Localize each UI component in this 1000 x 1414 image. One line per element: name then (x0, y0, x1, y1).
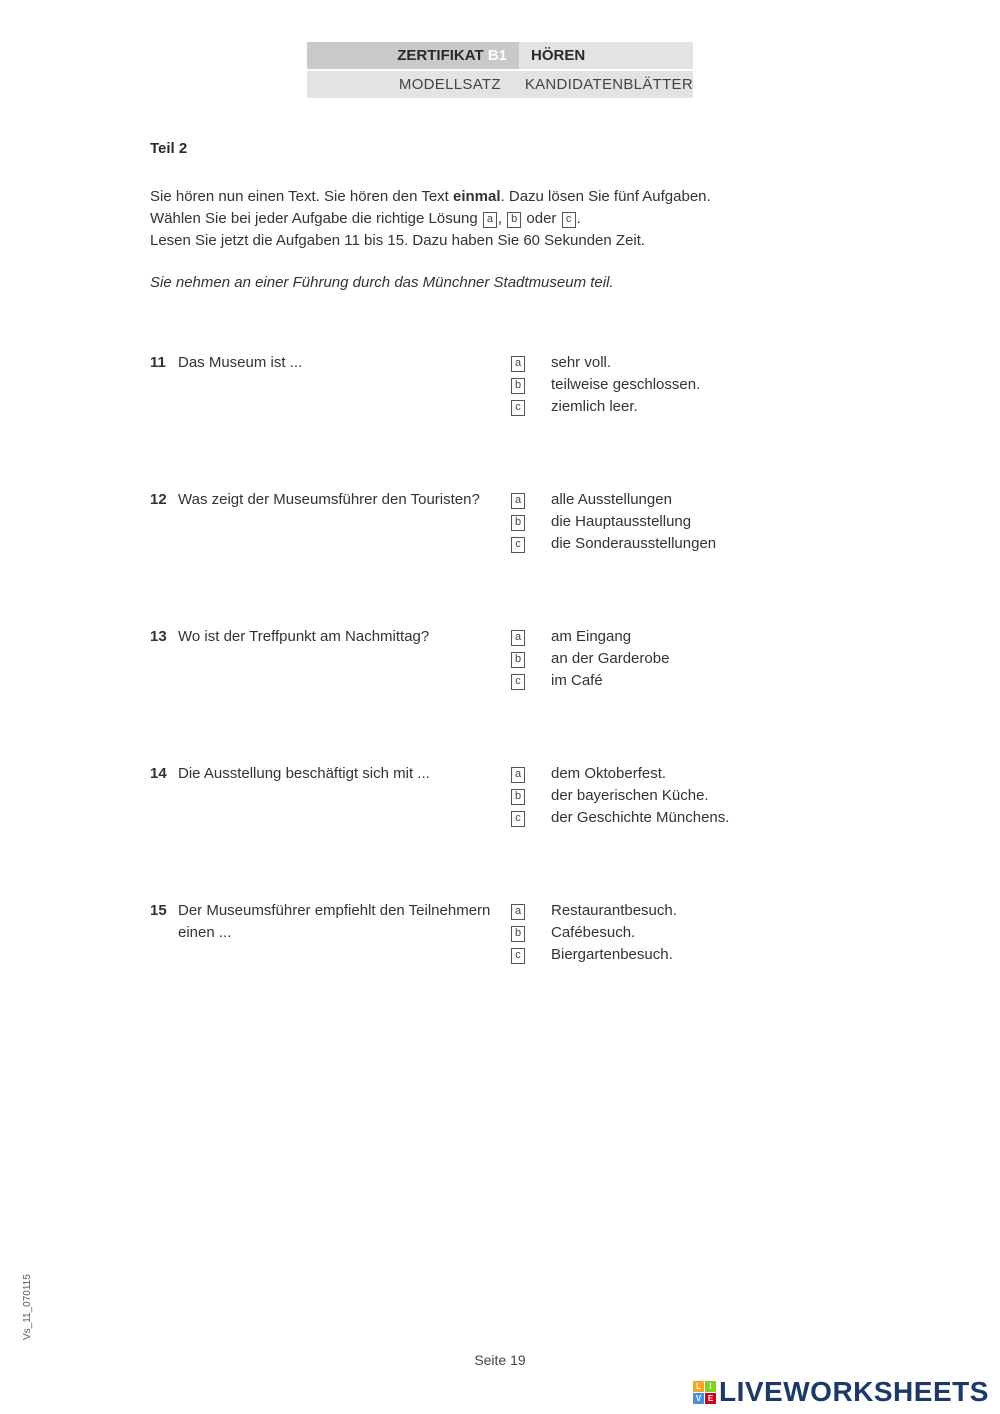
task-number: 11 (150, 354, 166, 371)
answer-option-c[interactable] (511, 396, 700, 418)
answer-option-b[interactable] (511, 511, 716, 533)
header-row-2 (307, 71, 693, 98)
answer-options (511, 626, 669, 692)
answer-checkbox-a[interactable]: a (511, 630, 525, 646)
exam-header (307, 42, 693, 98)
answer-option-a[interactable] (511, 900, 677, 922)
answer-text: sehr voll. (551, 354, 612, 371)
answer-box-c-sample: c (562, 212, 576, 228)
instruction-emphasis: einmal (453, 188, 501, 205)
instruction-text: oder (522, 210, 561, 227)
set-label: MODELLSATZ (307, 71, 513, 98)
answer-checkbox-c[interactable]: c (511, 811, 525, 827)
answer-options (511, 900, 677, 966)
page-number: Seite 19 (474, 1352, 526, 1368)
answer-text: an der Garderobe (551, 650, 670, 667)
instruction-text: Sie hören nun einen Text. Sie hören den Text (150, 188, 453, 205)
answer-option-a[interactable] (511, 489, 716, 511)
answer-options (511, 489, 716, 555)
task-question: Was zeigt der Museumsführer den Touristen? (178, 491, 480, 508)
instruction-text: . (576, 210, 581, 227)
answer-options (511, 763, 729, 829)
answer-text: am Eingang (551, 628, 632, 645)
answer-checkbox-a[interactable]: a (511, 356, 525, 372)
answer-text: Restaurantbesuch. (551, 902, 677, 919)
answer-option-a[interactable] (511, 352, 700, 374)
answer-checkbox-a[interactable]: a (511, 767, 525, 783)
answer-option-c[interactable] (511, 807, 729, 829)
answer-checkbox-b[interactable]: b (511, 378, 525, 394)
instruction-line-3: Lesen Sie jetzt die Aufgaben 11 bis 15. Dazu haben Sie 60 Sekunden Zeit. (150, 232, 646, 249)
instruction-line-1 (150, 186, 711, 208)
task-number: 12 (150, 491, 167, 508)
task-question: Wo ist der Treffpunkt am Nachmittag? (178, 628, 430, 645)
brand-icon-square: I (705, 1381, 716, 1392)
instruction-text: Wählen Sie bei jeder Aufgabe die richtige Lösung (150, 210, 482, 227)
answer-checkbox-c[interactable]: c (511, 400, 525, 416)
instruction-line-2 (150, 208, 711, 230)
answer-box-b-sample: b (507, 212, 521, 228)
answer-text: der Geschichte Münchens. (551, 809, 730, 826)
task-question: Die Ausstellung beschäftigt sich mit ... (178, 765, 430, 782)
answer-text: im Café (551, 672, 603, 689)
situation-intro: Sie nehmen an einer Führung durch das Münchner Stadtmuseum teil. (150, 274, 614, 291)
answer-text: der bayerischen Küche. (551, 787, 709, 804)
task-question: Der Museumsführer empfiehlt den Teilnehmern einen ... (178, 902, 491, 941)
task-question: Das Museum ist ... (178, 354, 303, 371)
instructions (150, 186, 711, 252)
answer-option-b[interactable] (511, 785, 729, 807)
answer-text: dem Oktoberfest. (551, 765, 667, 782)
answer-option-b[interactable] (511, 374, 700, 396)
part-title: Teil 2 (150, 140, 188, 157)
answer-text: die Hauptausstellung (551, 513, 692, 530)
brand-icon-square: E (705, 1393, 716, 1404)
answer-checkbox-a[interactable]: a (511, 904, 525, 920)
module-label: HÖREN (519, 42, 693, 69)
header-row-1 (307, 42, 693, 69)
answer-option-a[interactable] (511, 763, 729, 785)
answer-text: alle Ausstellungen (551, 491, 672, 508)
answer-text: Cafébesuch. (551, 924, 636, 941)
answer-option-a[interactable] (511, 626, 669, 648)
document-code: Vs_11_070115 (22, 1274, 33, 1340)
answer-checkbox-b[interactable]: b (511, 652, 525, 668)
answer-checkbox-c[interactable]: c (511, 537, 525, 553)
answer-checkbox-b[interactable]: b (511, 789, 525, 805)
level-badge: B1 (487, 47, 507, 64)
task-number: 14 (150, 765, 167, 782)
answer-checkbox-c[interactable]: c (511, 674, 525, 690)
brand-icon-square: V (693, 1393, 704, 1404)
answer-checkbox-a[interactable]: a (511, 493, 525, 509)
answer-option-c[interactable] (511, 944, 677, 966)
instruction-text: , (497, 210, 503, 227)
cert-label-text: ZERTIFIKAT (397, 47, 484, 64)
brand-name: LIVEWORKSHEETS (719, 1376, 989, 1407)
answer-option-b[interactable] (511, 648, 669, 670)
task-number: 15 (150, 902, 167, 919)
answer-text: ziemlich leer. (551, 398, 638, 415)
answer-text: teilweise geschlossen. (551, 376, 701, 393)
answer-box-a-sample: a (483, 212, 497, 228)
answer-checkbox-b[interactable]: b (511, 515, 525, 531)
brand-icon-square: L (693, 1381, 704, 1392)
task-number: 13 (150, 628, 167, 645)
answer-option-c[interactable] (511, 533, 716, 555)
answer-option-b[interactable] (511, 922, 677, 944)
answer-checkbox-c[interactable]: c (511, 948, 525, 964)
certificate-label (307, 42, 519, 69)
answer-checkbox-b[interactable]: b (511, 926, 525, 942)
liveworksheets-logo[interactable] (693, 1376, 989, 1408)
sheet-label: KANDIDATENBLÄTTER (513, 71, 693, 98)
liveworksheets-icon (693, 1381, 716, 1404)
answer-text: die Sonderausstellungen (551, 535, 717, 552)
instruction-text: . Dazu lösen Sie fünf Aufgaben. (500, 188, 711, 205)
answer-option-c[interactable] (511, 670, 669, 692)
answer-text: Biergartenbesuch. (551, 946, 673, 963)
answer-options (511, 352, 700, 418)
